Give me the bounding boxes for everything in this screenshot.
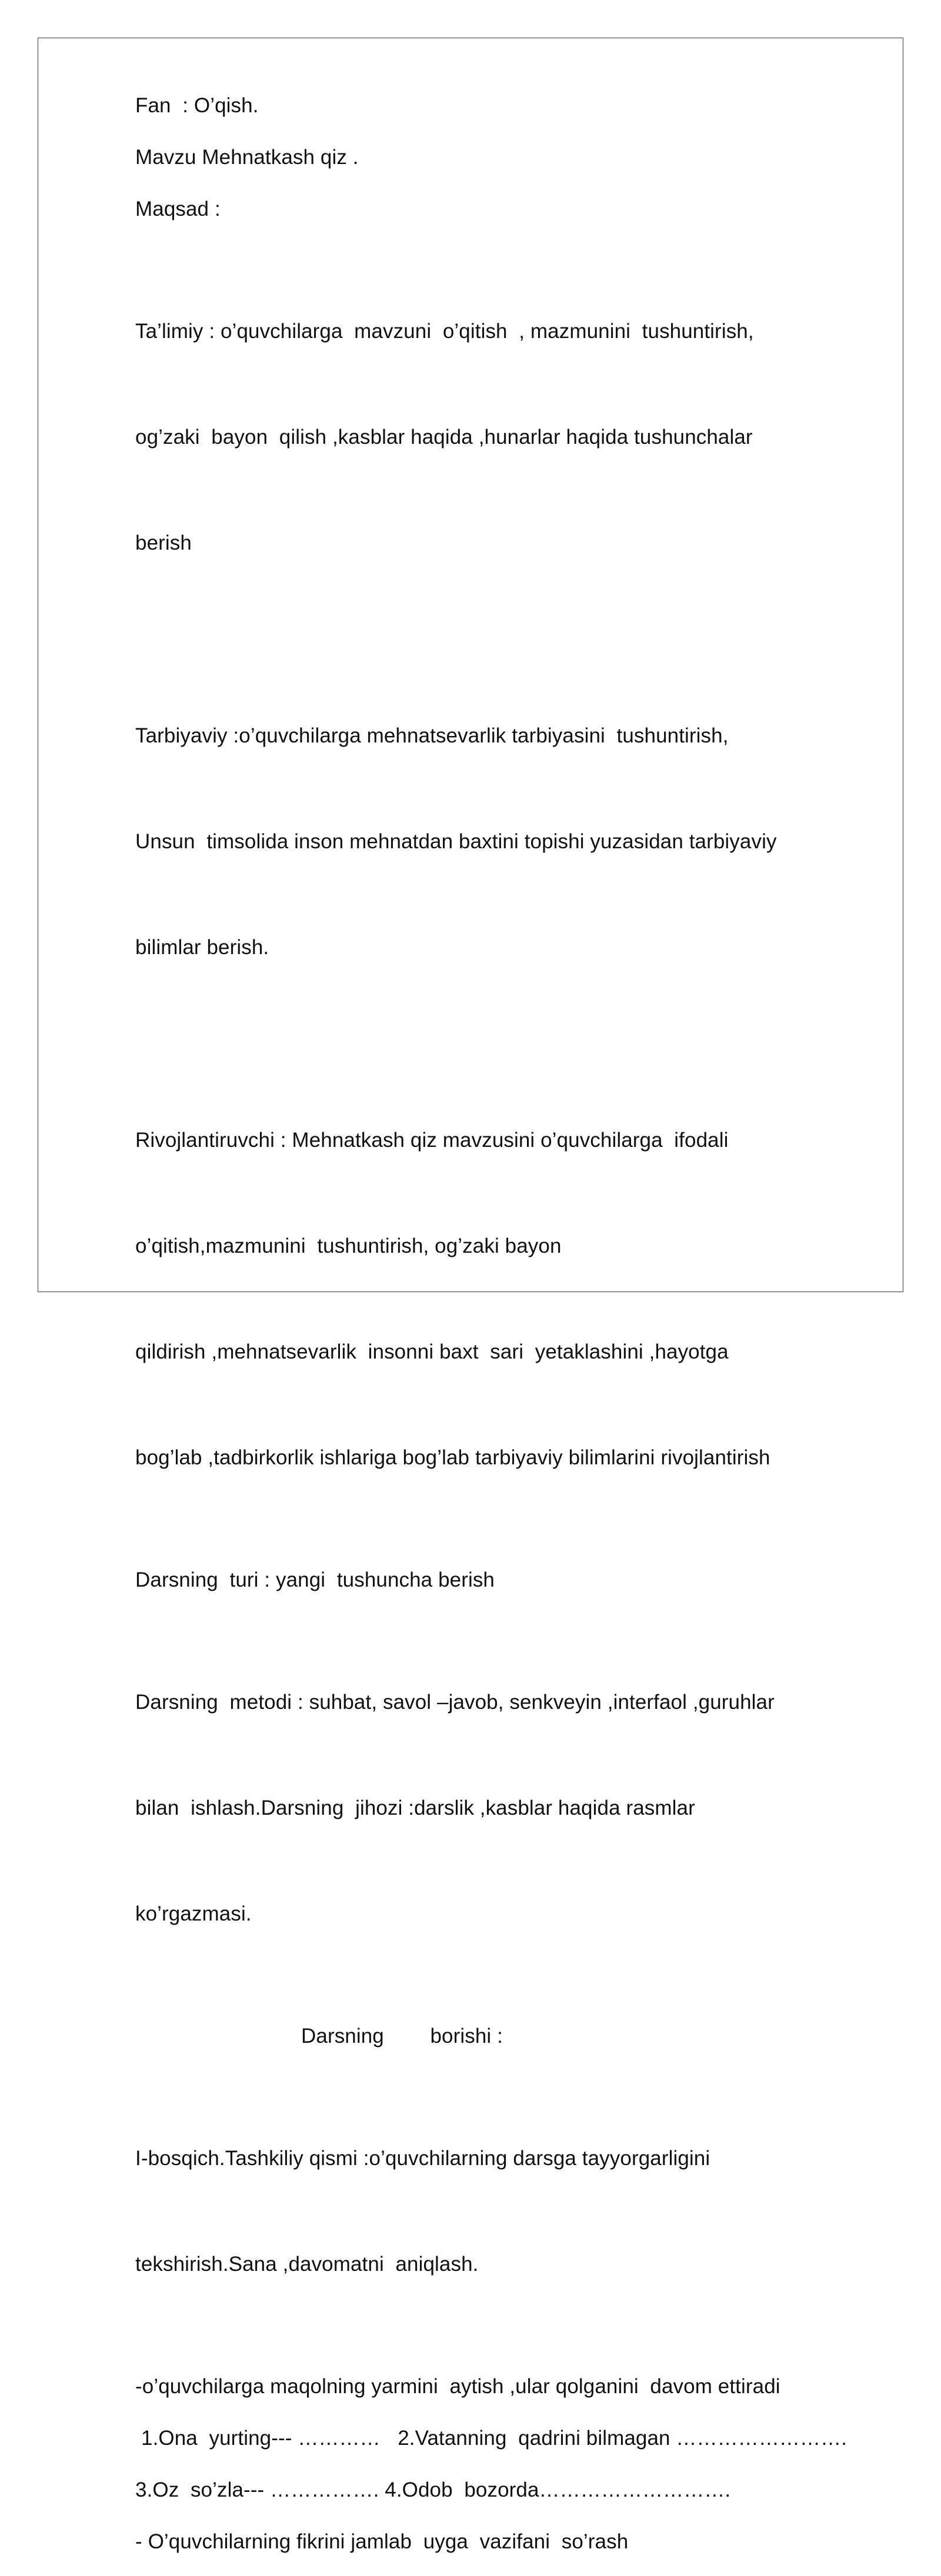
educational-goal-line-1: Ta’limiy : o’quvchilarga mavzuni o’qitish , mazmunini tushuntirish,: [135, 320, 754, 343]
lesson-method: [135, 1614, 876, 2002]
educational-goal-line-3: berish: [135, 531, 192, 554]
lesson-method-line-1: Darsning metodi : suhbat, savol –javob, senkveyin ,interfaol ,guruhlar: [135, 1691, 775, 1714]
developmental-goal-line-2: o’qitish,mazmunini tushuntirish, og’zaki bayon: [135, 1235, 562, 1257]
developmental-goal-line-3: qildirish ,mehnatsevarlik insonni baxt sari yetaklashini ,hayotga: [135, 1340, 729, 1363]
lesson-type: Darsning turi : yangi tushuncha berish: [135, 1568, 495, 1591]
proverb-line-2: 3.Oz so’zla--- ……………. 4.Odob bozorda……………………….: [135, 2478, 731, 2501]
lesson-method-line-3: ko’rgazmasi.: [135, 1902, 252, 1925]
closing-line: - O’quvchilarning fikrini jamlab uyga vazifani so’rash: [135, 2530, 629, 2553]
stage-one: [135, 2070, 876, 2353]
proverb-line-1: 1.Ona yurting--- ………… 2.Vatanning qadrini bilmagan …………………….: [141, 2427, 847, 2450]
educational-goal: [135, 243, 876, 631]
lesson-method-line-2: bilan ishlash.Darsning jihozi :darslik ,kasblar haqida rasmlar: [135, 1796, 695, 1819]
lesson-progress-heading: Darsning borishi :: [301, 2025, 503, 2048]
upbringing-goal: [135, 648, 876, 1036]
developmental-goal-line-1: Rivojlantiruvchi : Mehnatkash qiz mavzusini o’quvchilarga ifodali: [135, 1129, 729, 1152]
educational-goal-line-2: og’zaki bayon qilish ,kasblar haqida ,hunarlar haqida tushunchalar: [135, 426, 753, 449]
stage-one-line-2: tekshirish.Sana ,davomatni aniqlash.: [135, 2253, 479, 2276]
developmental-goal-line-4: bog’lab ,tadbirkorlik ishlariga bog’lab tarbiyaviy bilimlarini rivojlantirish: [135, 1446, 770, 1469]
upbringing-goal-line-1: Tarbiyaviy :o’quvchilarga mehnatsevarlik tarbiyasini tushuntirish,: [135, 724, 729, 747]
upbringing-goal-line-3: bilimlar berish.: [135, 936, 269, 959]
subject-line: Fan : O’qish.: [135, 94, 259, 117]
upbringing-goal-line-2: Unsun timsolida inson mehnatdan baxtini topishi yuzasidan tarbiyaviy: [135, 830, 777, 853]
stage-one-line-1: I-bosqich.Tashkiliy qismi :o’quvchilarning darsga tayyorgarligini: [135, 2147, 710, 2170]
document-body: [135, 88, 876, 2576]
goal-heading: Maqsad :: [135, 198, 221, 220]
developmental-goal: [135, 1052, 876, 1546]
proverb-task: -o’quvchilarga maqolning yarmini aytish ,ular qolganini davom ettiradi: [135, 2375, 780, 2398]
topic-line: Mavzu Mehnatkash qiz .: [135, 146, 359, 169]
